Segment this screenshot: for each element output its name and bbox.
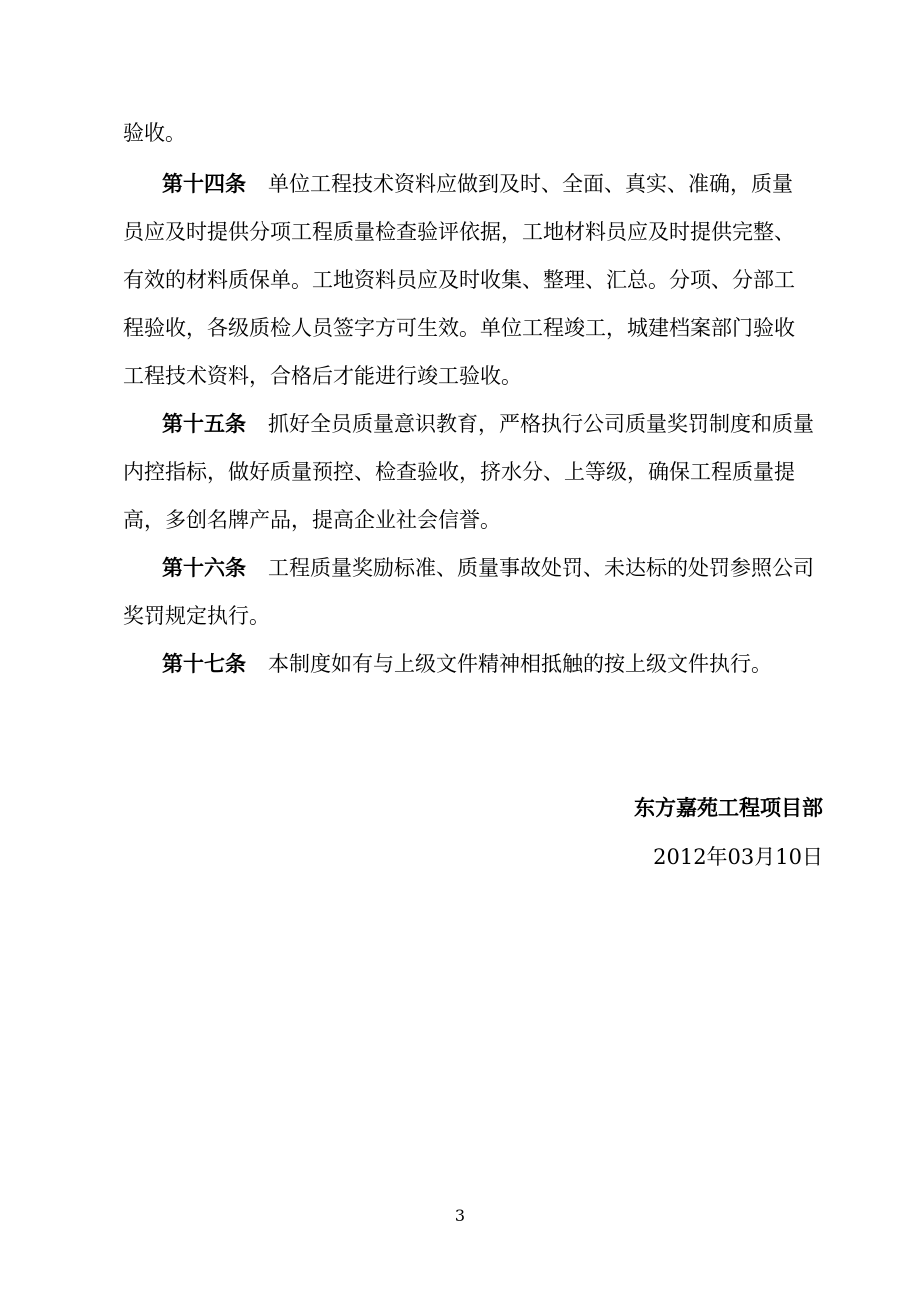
article-16-line: 奖罚规定执行。	[123, 604, 270, 628]
signature-organization: 东方嘉苑工程项目部	[634, 795, 823, 820]
page-number: 3	[454, 1206, 466, 1225]
article-16-text: 工程质量奖励标准、质量事故处罚、未达标的处罚参照公司	[268, 556, 814, 580]
article-14-heading: 第十四条	[162, 171, 246, 196]
article-16-first-line	[162, 556, 814, 580]
article-15-heading: 第十五条	[162, 411, 246, 436]
article-17-heading: 第十七条	[162, 651, 246, 676]
continuation-line: 验收。	[123, 121, 186, 145]
article-15-text: 抓好全员质量意识教育，严格执行公司质量奖罚制度和质量	[268, 412, 814, 436]
article-17-first-line	[162, 652, 772, 676]
article-14-first-line	[162, 172, 793, 196]
article-16-heading: 第十六条	[162, 555, 246, 580]
article-14-line: 有效的材料质保单。工地资料员应及时收集、整理、汇总。分项、分部工	[123, 268, 795, 292]
article-15-first-line	[162, 412, 814, 436]
signature-date: 2012年03月10日	[653, 845, 823, 869]
article-14-text: 单位工程技术资料应做到及时、全面、真实、准确，质量	[268, 172, 793, 196]
article-17-text: 本制度如有与上级文件精神相抵触的按上级文件执行。	[268, 652, 772, 676]
article-15-line: 内控指标，做好质量预控、检查验收，挤水分、上等级，确保工程质量提	[123, 460, 795, 484]
article-15-line: 高，多创名牌产品，提高企业社会信誉。	[123, 508, 501, 532]
article-14-line: 员应及时提供分项工程质量检查验评依据，工地材料员应及时提供完整、	[123, 220, 795, 244]
article-14-line: 工程技术资料，合格后才能进行竣工验收。	[123, 364, 522, 388]
article-14-line: 程验收，各级质检人员签字方可生效。单位工程竣工，城建档案部门验收	[123, 316, 795, 340]
